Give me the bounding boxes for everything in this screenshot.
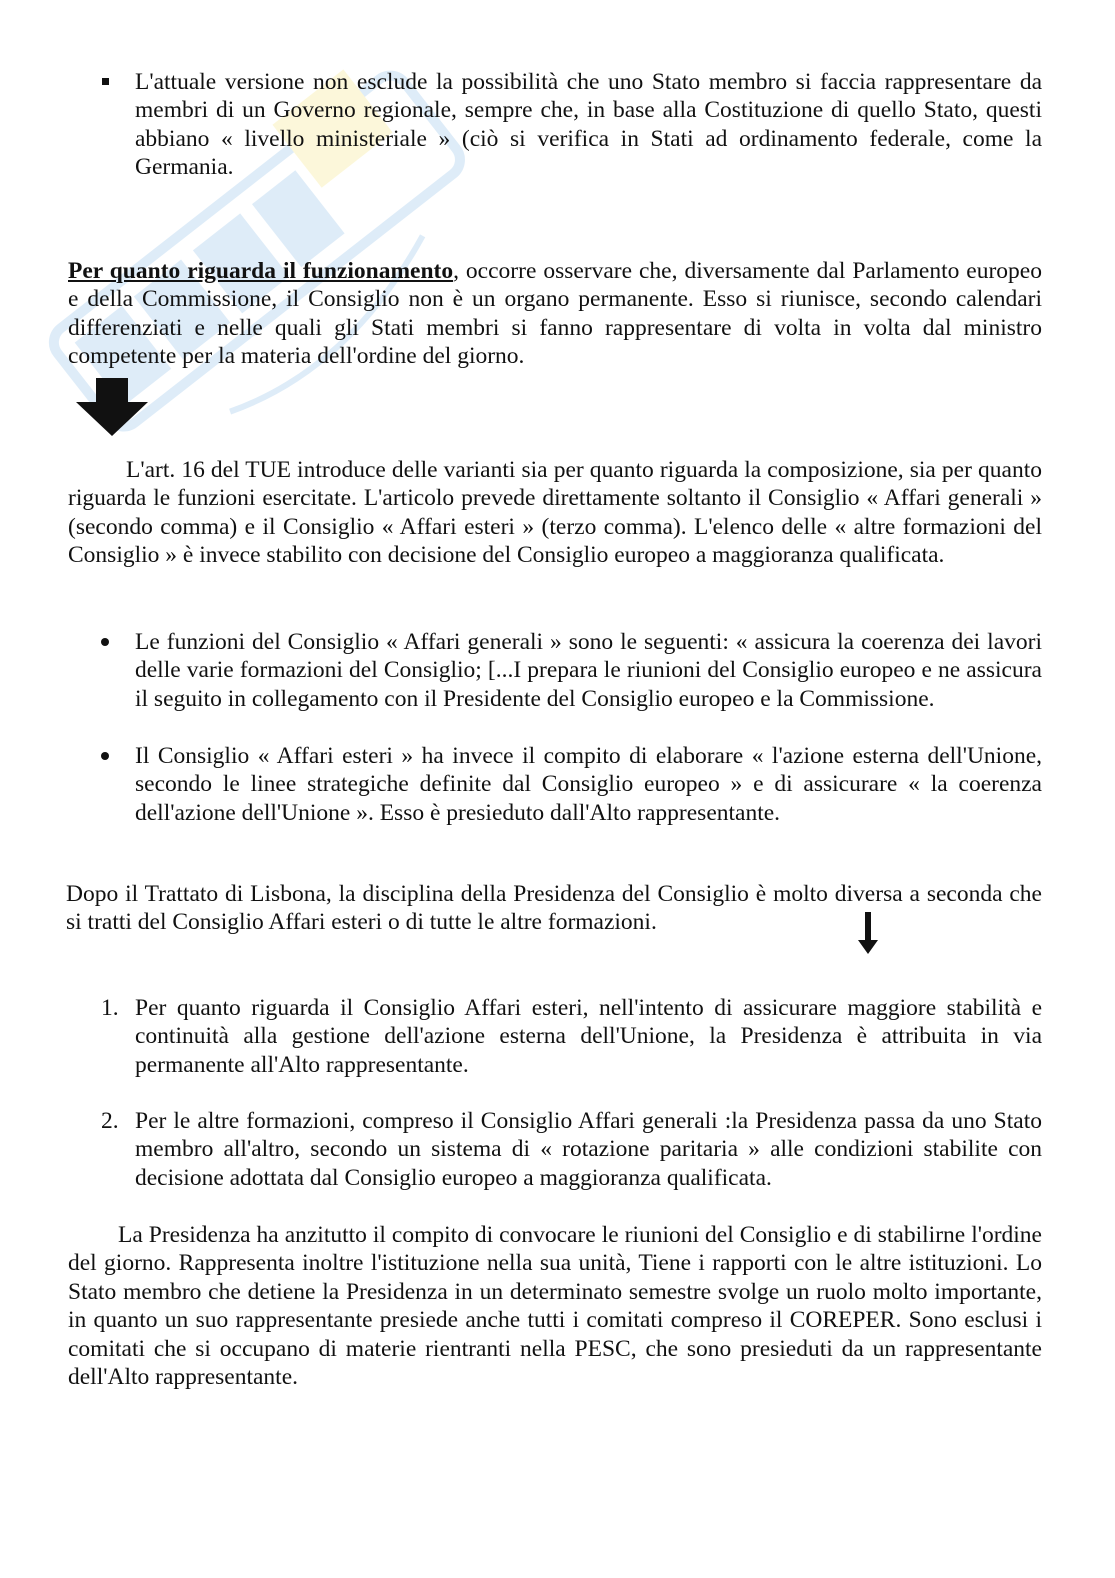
list-number: 1. (101, 995, 119, 1021)
dot-bullet-icon (101, 638, 109, 646)
list-number: 2. (101, 1108, 119, 1134)
dot-bullet-icon (101, 752, 109, 760)
paragraph-lisbona: Dopo il Trattato di Lisbona, la disciplina della Presidenza del Consiglio è molto diversa a seconda che si tratti del Consiglio Affari esteri o di tutte le altre formazioni. (66, 881, 1042, 936)
paragraph-funzionamento (68, 257, 1042, 371)
paragraph-funzionamento-text: , occorre osservare che, diversamente dal Parlamento europeo e della Commissione, il Consiglio non è un organo permanente. Esso si riunisce, secondo calendari differenziati e nelle quali gli Stati membri si fanno rappresentare di volta in volta dal ministro competente per la materia dell'ordine del giorno. (68, 258, 1042, 370)
small-down-arrow-icon (858, 912, 878, 954)
paragraph-art16: L'art. 16 del TUE introduce delle varianti sia per quanto riguarda la composizione, sia per quanto riguarda le funzioni esercitate. L'articolo prevede direttamente soltanto il Consiglio « Affari generali » (secondo comma) e il Consiglio « Affari esteri » (terzo comma). L'elenco delle « altre formazioni del Consiglio » è invece stabilito con decisione del Consiglio europeo a maggioranza qualificata. (68, 457, 1042, 569)
square-bullet-icon (102, 78, 109, 85)
numbered-item-affari-esteri: Per quanto riguarda il Consiglio Affari esteri, nell'intento di assicurare maggiore stabilità e continuità alla gestione dell'azione esterna dell'Unione, la Presidenza è attribuita in via permanente all'Alto rappresentante. (135, 995, 1042, 1078)
section-heading-funzionamento: Per quanto riguarda il funzionamento (68, 258, 454, 284)
paragraph-presidenza: La Presidenza ha anzitutto il compito di convocare le riunioni del Consiglio e di stabilirne l'ordine del giorno. Rappresenta inoltre l'istituzione nella sua unità, Tiene i rapporti con le altre istituzioni. Lo Stato membro che detiene la Presidenza in un determinato semestre svolge un ruolo molto importante, in quanto un suo rappresentante presiede anche tutti i comitati compreso il COREPER. Sono esclusi i comitati che si occupano di materie rientranti nella PESC, che sono presieduti da un rappresentante dell'Alto rappresentante. (68, 1222, 1042, 1391)
down-arrow-icon (76, 378, 148, 436)
list-item-affari-generali: Le funzioni del Consiglio « Affari generali » sono le seguenti: « assicura la coerenza dei lavori delle varie formazioni del Consiglio; [...I prepara le riunioni del Consiglio europeo e ne assicura il seguito in collegamento con il Presidente del Consiglio europeo e la Commissione. (135, 629, 1042, 712)
list-item-affari-esteri: Il Consiglio « Affari esteri » ha invece il compito di elaborare « l'azione esterna dell'Unione, secondo le linee strategiche definite dal Consiglio europeo » e di assicurare « la coerenza dell'azione dell'Unione ». Esso è presieduto dall'Alto rappresentante. (135, 743, 1042, 826)
bullet-item-governo-regionale: L'attuale versione non esclude la possibilità che uno Stato membro si faccia rappresentare da membri di un Governo regionale, sempre che, in base alla Costituzione di quello Stato, questi abbiano « livello ministeriale » (ciò si verifica in Stati ad ordinamento federale, come la Germania. (135, 69, 1042, 181)
numbered-item-altre-formazioni: Per le altre formazioni, compreso il Consiglio Affari generali :la Presidenza passa da uno Stato membro all'altro, secondo un sistema di « rotazione paritaria » alle condizioni stabilite con decisione adottata dal Consiglio europeo a maggioranza qualificata. (135, 1108, 1042, 1191)
